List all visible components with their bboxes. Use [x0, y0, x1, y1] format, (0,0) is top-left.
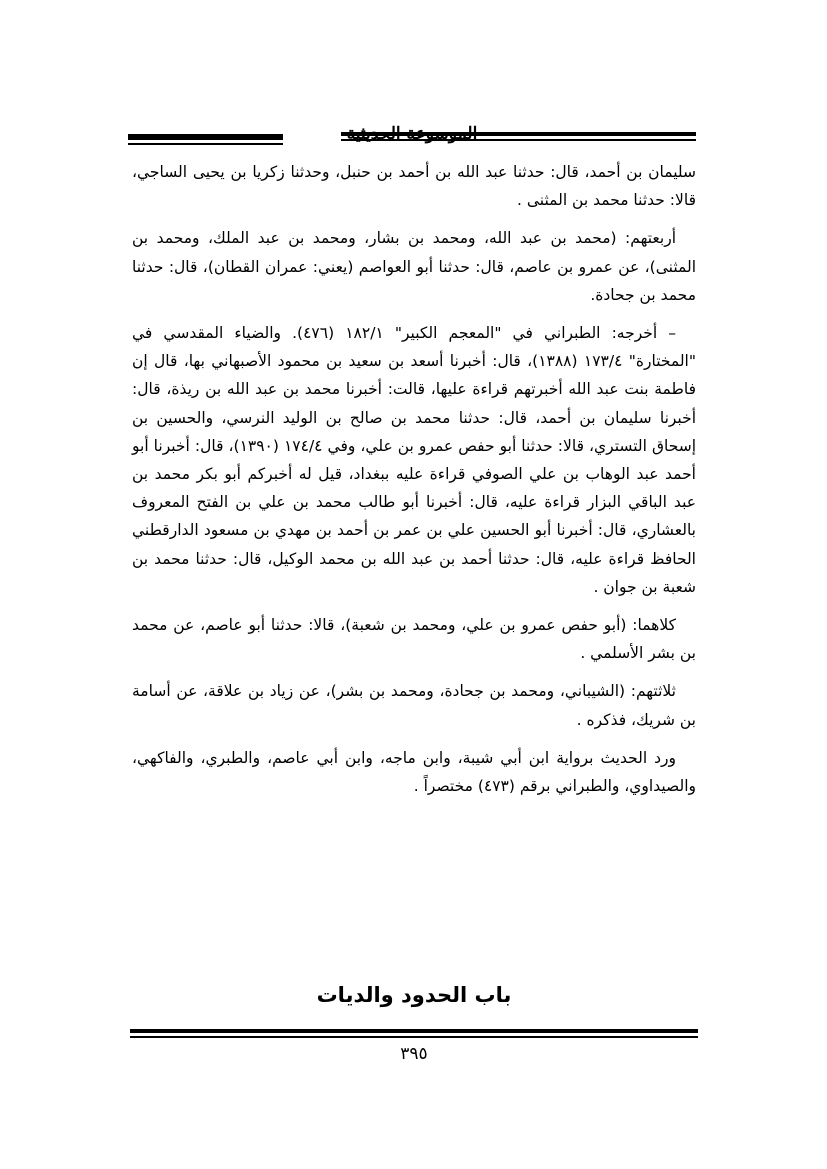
paragraph: أربعتهم: (محمد بن عبد الله، ومحمد بن بشار، ومحمد بن عبد الملك، ومحمد بن المثنى)، عن عمرو بن عاصم، قال: حدثنا أبو العواصم (يعني: عمران القطان)، قال: حدثنا محمد بن جحادة. — [132, 229, 696, 304]
header-title: الموسوعة الحديثية — [346, 124, 478, 144]
footer-rule — [130, 1029, 698, 1033]
header-rule-left-thin — [128, 143, 283, 145]
section-title: باب الحدود والديات — [316, 983, 512, 1007]
paragraph: – أخرجه: الطبراني في "المعجم الكبير" ١٨٢/١ (٤٧٦). والضياء المقدسي في "المختارة" ١٧٣/٤ (١٣٨٨)، قال: أخبرنا أسعد بن سعيد بن محمود الأصبهاني بها، قال إن فاطمة بنت عبد الله أخبرتهم قراءة عليها، قالت: أخبرنا محمد بن عبد الله بن ريذة، قال: أخبرنا سليمان بن أحمد، قال: حدثنا محمد بن صالح بن الوليد النرسي، والحسين بن إسحاق التستري، قالا: حدثنا أبو حفص عمرو بن علي، وفي ١٧٤/٤ (١٣٩٠)، قال: أخبرنا أبو أحمد عبد الوهاب بن علي الصوفي قراءة عليه ببغداد، قيل له أخبركم أبو بكر محمد بن عبد الباقي البزار قراءة عليه، قال: أخبرنا أبو طالب محمد بن علي بن الفتح المعروف بالعشاري، قال: أخبرنا أبو الحسين علي بن عمر بن أحمد بن مهدي بن مسعود الدارقطني الحافظ قراءة عليه، قال: حدثنا أحمد بن عبد الله بن محمد الوكيل، قال: حدثنا محمد بن شعبة بن جوان . — [132, 324, 696, 596]
paragraph: ورد الحديث برواية ابن أبي شيبة، وابن ماجه، وابن أبي عاصم، والطبري، والفاكهي، والصيداوي، والطبراني برقم (٤٧٣) مختصراً . — [132, 748, 696, 796]
body-text — [132, 158, 696, 810]
paragraph: ثلاثتهم: (الشيباني، ومحمد بن جحادة، ومحمد بن بشر)، عن زياد بن علاقة، عن أسامة بن شريك، فذكره . — [132, 682, 696, 729]
paragraph: كلاهما: (أبو حفص عمرو بن علي، ومحمد بن شعبة)، قالا: حدثنا أبو عاصم، عن محمد بن بشر الأسلمي . — [132, 616, 696, 663]
header-rule-left — [128, 134, 283, 140]
footer-rule-thin — [130, 1036, 698, 1038]
running-header — [128, 124, 696, 154]
page-number: ٣٩٥ — [400, 1044, 428, 1064]
paragraph: سليمان بن أحمد، قال: حدثنا عبد الله بن أحمد بن حنبل، وحدثنا زكريا بن يحيى الساجي، قالا: حدثنا محمد بن المثنى . — [132, 163, 696, 210]
